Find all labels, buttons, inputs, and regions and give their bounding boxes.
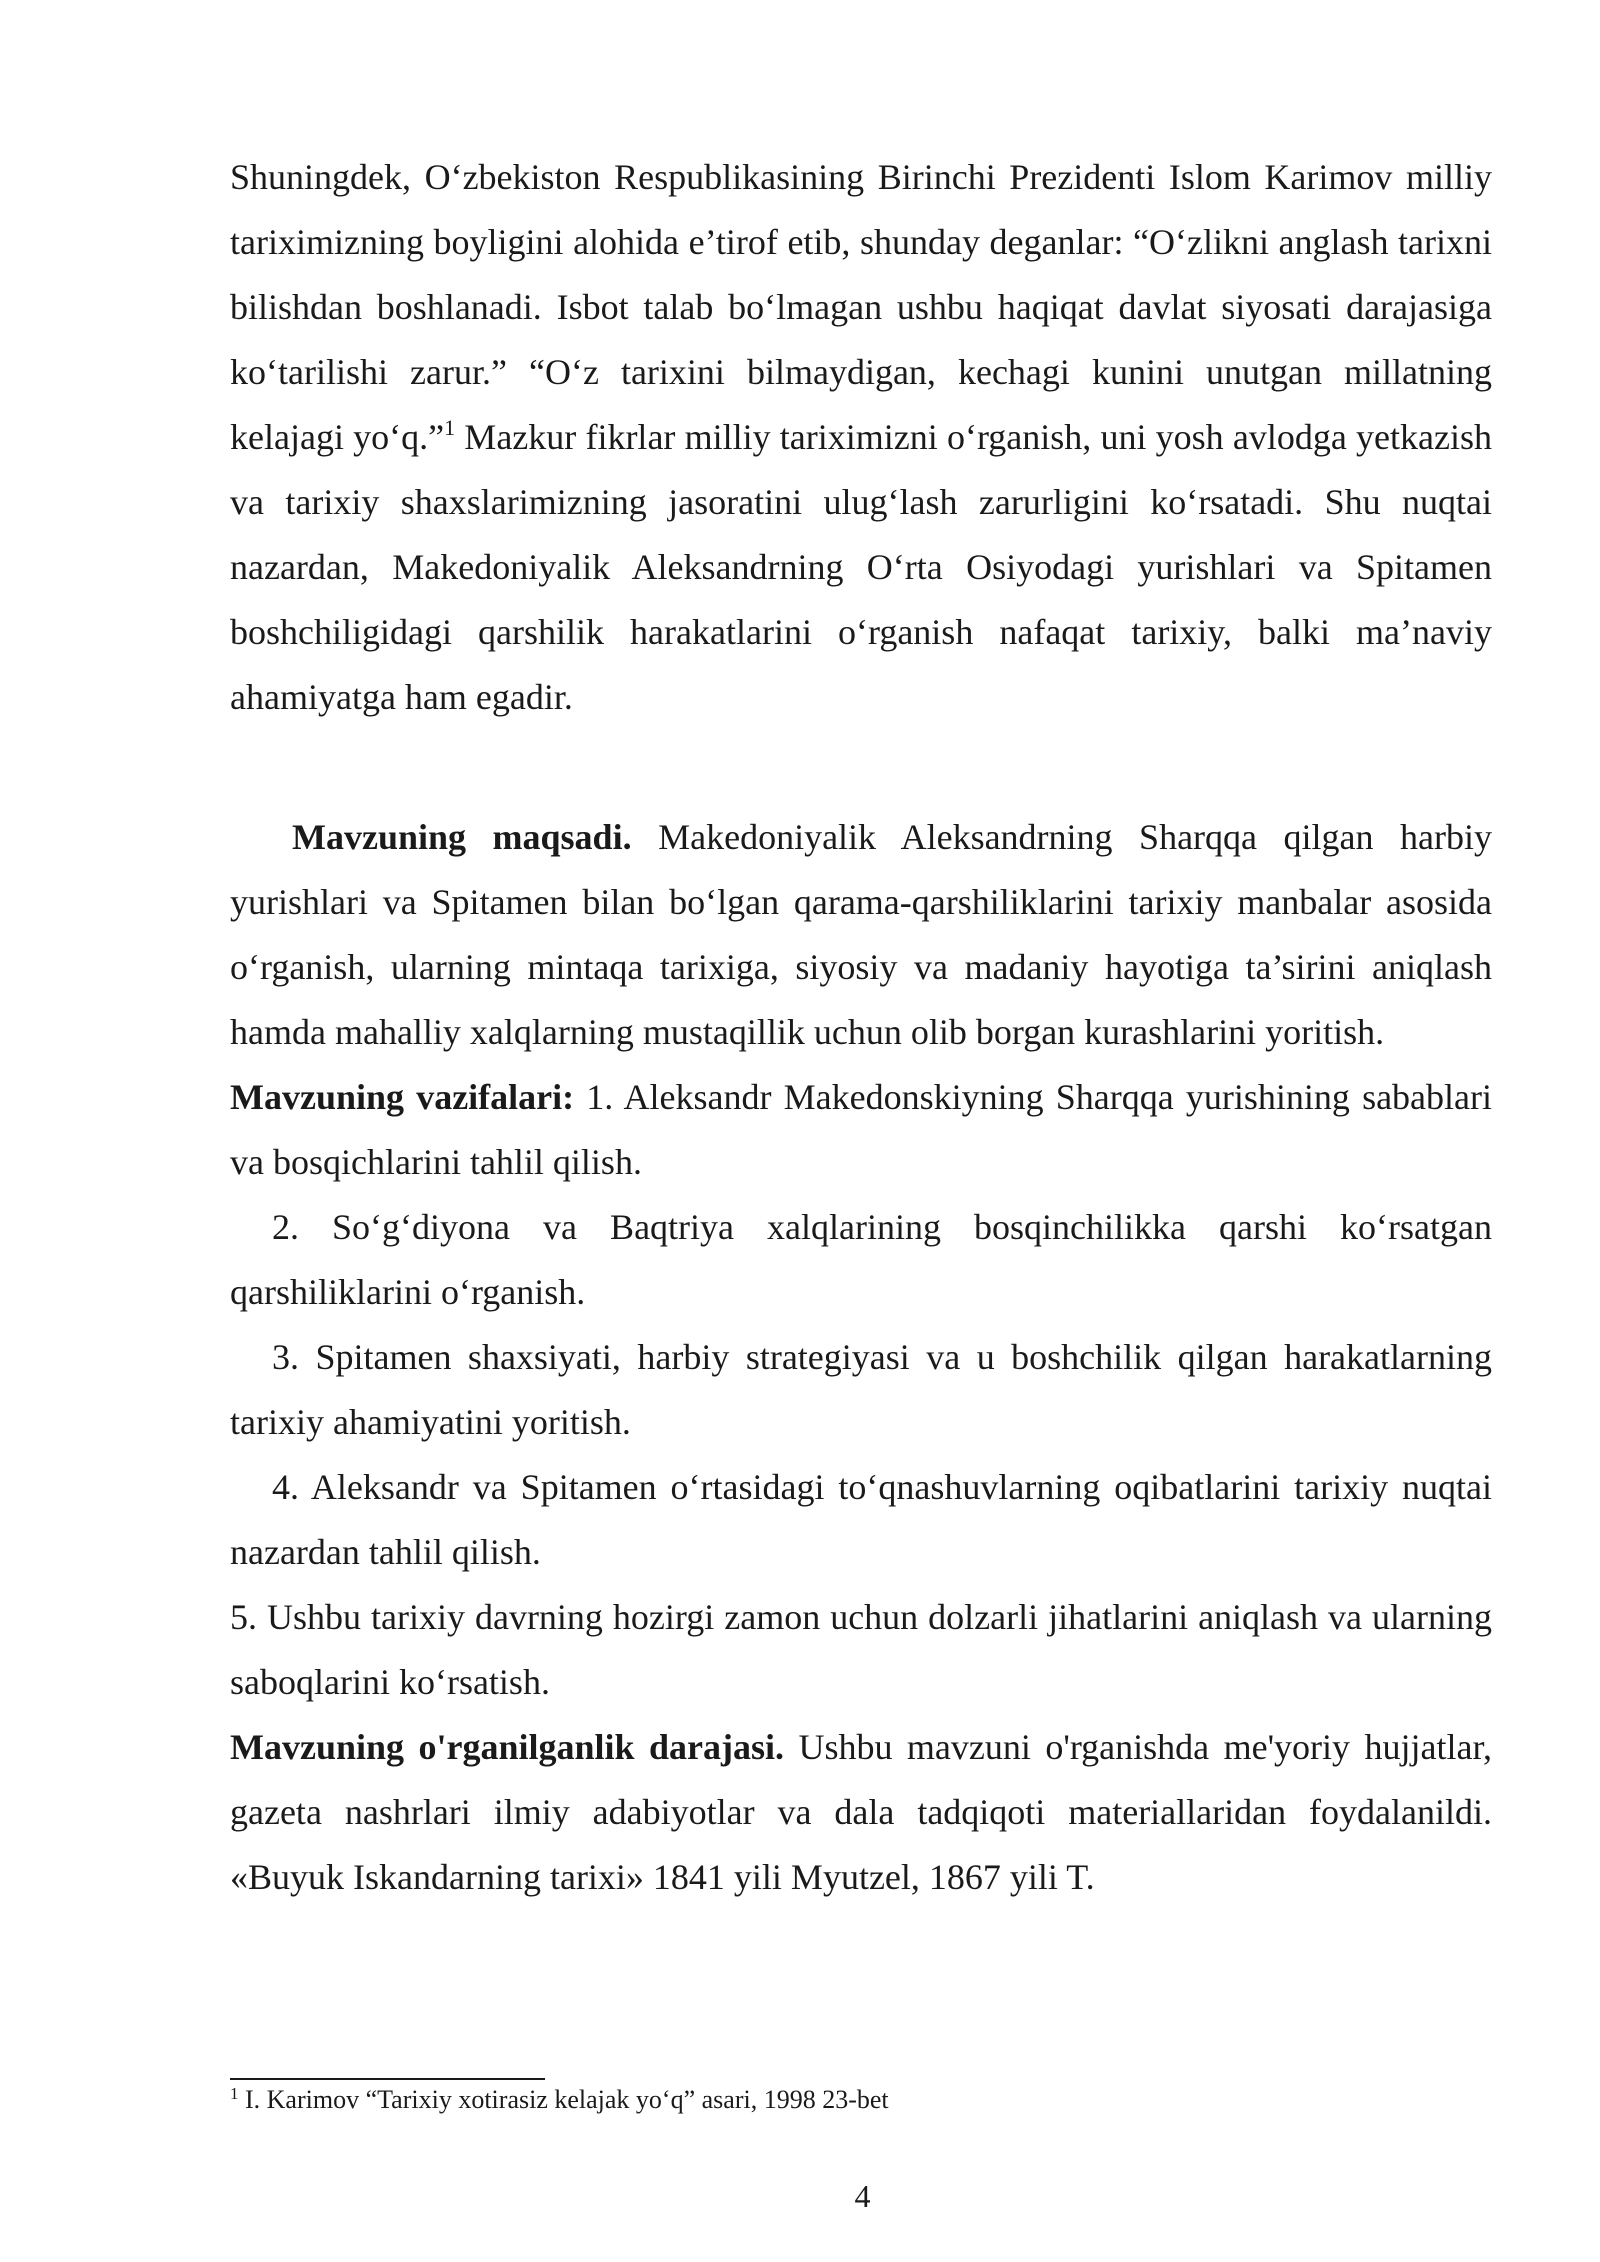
page-number: 4 (854, 2178, 871, 2214)
task-item-2: 2. So‘g‘diyona va Baqtriya xalqlarining bosqinchilikka qarshi ko‘rsatgan qarshiliklarini o‘rganish. (230, 1207, 1492, 1312)
footnote-text: I. Karimov “Tarixiy xotirasiz kelajak yo‘q” asari, 1998 23-bet (238, 2085, 889, 2114)
task-item-3: 3. Spitamen shaxsiyati, harbiy strategiyasi va u boshchilik qilgan harakatlarning tarixiy ahamiyatini yoritish. (230, 1337, 1492, 1442)
goal-paragraph (230, 805, 1492, 1065)
footnote-reference: 1 (444, 415, 456, 440)
tasks-paragraph (230, 1065, 1492, 1195)
intro-paragraph (230, 145, 1492, 730)
footnote (230, 2083, 889, 2117)
task-item-1: 1. Aleksandr Makedonskiyning Sharqqa yurishining sabablari va bosqichlarini tahlil qilish. (230, 1077, 1493, 1182)
goal-heading: Mavzuning maqsadi. (292, 817, 632, 857)
task-item-4: 4. Aleksandr va Spitamen o‘rtasidagi to‘qnashuvlarning oqibatlarini tarixiy nuqtai nazardan tahlil qilish. (230, 1467, 1492, 1572)
footnote-separator (230, 2078, 545, 2080)
intro-text-continued: Mazkur fikrlar milliy tariximizni o‘rganish, uni yosh avlodga yetkazish va tarixiy shaxslarimizning jasoratini ulug‘lash zarurligini ko‘rsatadi. Shu nuqtai nazardan, Makedoniyalik Aleksandrning O‘rta Osiyodagi yurishlari va Spitamen boshchiligidagi qarshilik harakatlarini o‘rganish nafaqat tarixiy, balki ma’naviy ahamiyatga ham egadir. (230, 417, 1492, 717)
study-paragraph (230, 1715, 1492, 1910)
goal-text: Makedoniyalik Aleksandrning Sharqqa qilgan harbiy yurishlari va Spitamen bilan bo‘lgan qarama-qarshiliklarini tarixiy manbalar asosida o‘rganish, ularning mintaqa tarixiga, siyosiy va madaniy hayotiga ta’sirini aniqlash hamda mahalliy xalqlarning mustaqillik uchun olib borgan kurashlarini yoritish. (230, 817, 1492, 1052)
task-item-5: 5. Ushbu tarixiy davrning hozirgi zamon uchun dolzarli jihatlarini aniqlash va ularning saboqlarini ko‘rsatish. (230, 1597, 1492, 1702)
page-body (230, 145, 1492, 1910)
intro-text: Shuningdek, O‘zbekiston Respublikasining Birinchi Prezidenti Islom Karimov milliy tariximizning boyligini alohida e’tirof etib, shunday deganlar: “O‘zlikni anglash tarixni bilishdan boshlanadi. Isbot talab bo‘lmagan ushbu haqiqat davlat siyosati darajasiga ko‘tarilishi zarur.” “O‘z tarixini bilmaydigan, kechagi kunini unutgan millatning kelajagi yo‘q.” (230, 157, 1492, 457)
study-heading: Mavzuning o'rganilganlik darajasi. (230, 1727, 784, 1767)
footnote-mark: 1 (230, 2084, 239, 2103)
tasks-heading: Mavzuning vazifalari: (230, 1077, 575, 1117)
study-text: Ushbu mavzuni o'rganishda me'yoriy hujjatlar, gazeta nashrlari ilmiy adabiyotlar va dala tadqiqoti materiallaridan foydalanildi. «Buyuk Iskandarning tarixi» 1841 yili Myutzel, 1867 yili T. (230, 1727, 1493, 1897)
